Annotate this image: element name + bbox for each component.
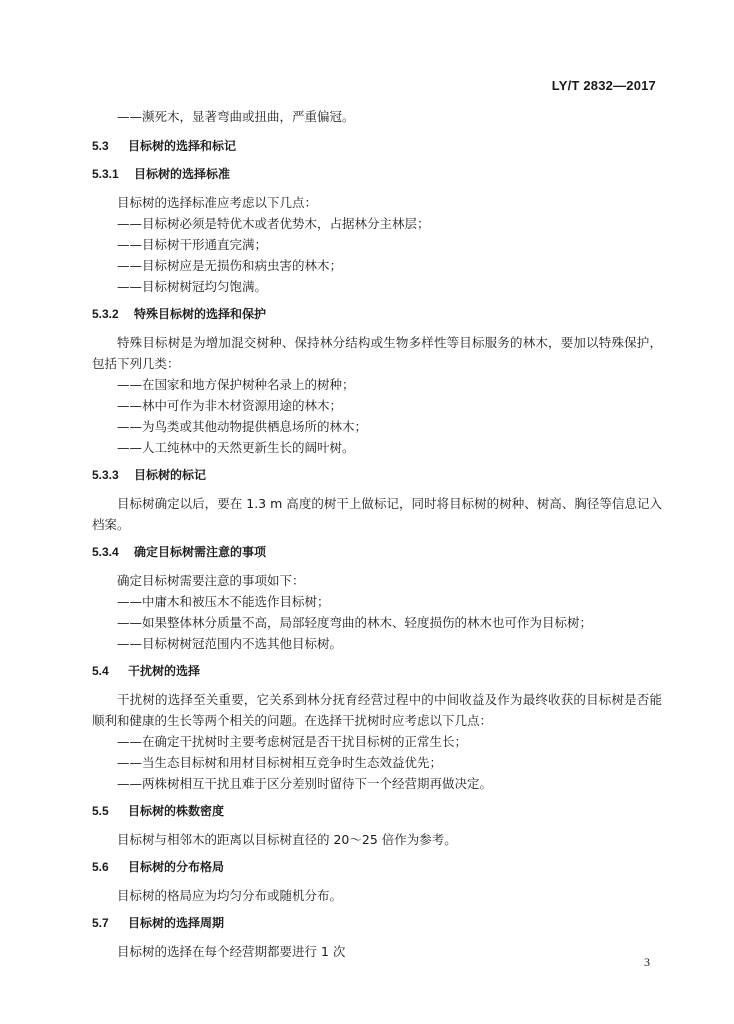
list-item: ——如果整体林分质量不高，局部轻度弯曲的林木、轻度损伤的林木也可作为目标树；	[117, 615, 593, 630]
paragraph: 目标树的选择标准应考虑以下几点：	[117, 195, 318, 210]
section-heading-5-3-3	[92, 465, 662, 486]
section-number: 5.7	[92, 916, 109, 930]
list-item: ——为鸟类或其他动物提供栖息场所的林木；	[117, 419, 368, 434]
section-number: 5.5	[92, 804, 109, 818]
page-number: 3	[644, 955, 650, 969]
section-number: 5.3.4	[92, 545, 119, 559]
list-item: ——两株树相互干扰且难于区分差别时留待下一个经营期再做决定。	[117, 776, 493, 791]
section-number: 5.6	[92, 860, 109, 874]
list-item: ——在国家和地方保护树种名录上的树种；	[117, 377, 355, 392]
list-item: ——中庸木和被压木不能选作目标树；	[117, 594, 330, 609]
list-item: ——目标树必须是特优木或者优势木，占据林分主林层；	[117, 216, 430, 231]
list-item: ——在确定干扰树时主要考虑树冠是否干扰目标树的正常生长；	[117, 734, 468, 749]
section-title: 干扰树的选择	[128, 664, 201, 678]
section-title: 目标树的株数密度	[128, 804, 225, 818]
list-item: ——当生态目标树和用材目标树相互竞争时生态效益优先；	[117, 755, 443, 770]
list-item: ——目标树树冠均匀饱满。	[117, 279, 268, 294]
section-title: 目标树的选择和标记	[128, 139, 237, 153]
section-number: 5.4	[92, 664, 109, 678]
paragraph: 目标树的选择在每个经营期都要进行 1 次	[117, 944, 346, 959]
section-title: 确定目标树需注意的事项	[134, 545, 267, 559]
section-number: 5.3.2	[92, 307, 119, 321]
paragraph: 确定目标树需要注意的事项如下：	[117, 573, 305, 588]
list-item: ——目标树干形通直完满；	[117, 237, 268, 252]
section-title: 特殊目标树的选择和保护	[134, 307, 267, 321]
list-item: ——目标树树冠范围内不选其他目标树。	[117, 636, 343, 651]
section-title: 目标树的标记	[134, 468, 207, 482]
section-heading-5-3-4	[92, 542, 662, 563]
list-item: ——林中可作为非木材资源用途的林木；	[117, 398, 343, 413]
paragraph: 目标树确定以后，要在 1.3 m 高度的树干上做标记，同时将目标树的树种、树高、胸径等信息记入档案。	[92, 496, 662, 532]
continued-list-item: ——濒死木，显著弯曲或扭曲，严重偏冠。	[117, 109, 355, 124]
section-heading-5-3-1	[92, 164, 662, 185]
paragraph: 目标树与相邻木的距离以目标树直径的 20～25 倍作为参考。	[117, 832, 457, 847]
section-number: 5.3.1	[92, 167, 119, 181]
section-heading-5-4	[92, 661, 662, 682]
list-item: ——人工纯林中的天然更新生长的阔叶树。	[117, 440, 355, 455]
list-item: ——目标树应是无损伤和病虫害的林木；	[117, 258, 343, 273]
paragraph: 目标树的格局应为均匀分布或随机分布。	[117, 888, 343, 903]
section-heading-5-5	[92, 801, 662, 822]
section-heading-5-6	[92, 857, 662, 878]
section-title: 目标树的分布格局	[128, 860, 225, 874]
section-heading-5-3-2	[92, 304, 662, 325]
section-title: 目标树的选择周期	[128, 916, 225, 930]
section-number: 5.3	[92, 139, 109, 153]
section-number: 5.3.3	[92, 468, 119, 482]
paragraph: 特殊目标树是为增加混交树种、保持林分结构或生物多样性等目标服务的林木，要加以特殊保护，包括下列几类：	[92, 335, 662, 371]
page-body	[92, 106, 662, 962]
section-title: 目标树的选择标准	[134, 167, 231, 181]
section-heading-5-3	[92, 136, 662, 157]
standard-number: LY/T 2832—2017	[551, 78, 656, 93]
paragraph: 干扰树的选择至关重要，它关系到林分抚育经营过程中的中间收益及作为最终收获的目标树是否能顺利和健康的生长等两个相关的问题。在选择干扰树时应考虑以下几点：	[92, 692, 662, 728]
section-heading-5-7	[92, 913, 662, 934]
